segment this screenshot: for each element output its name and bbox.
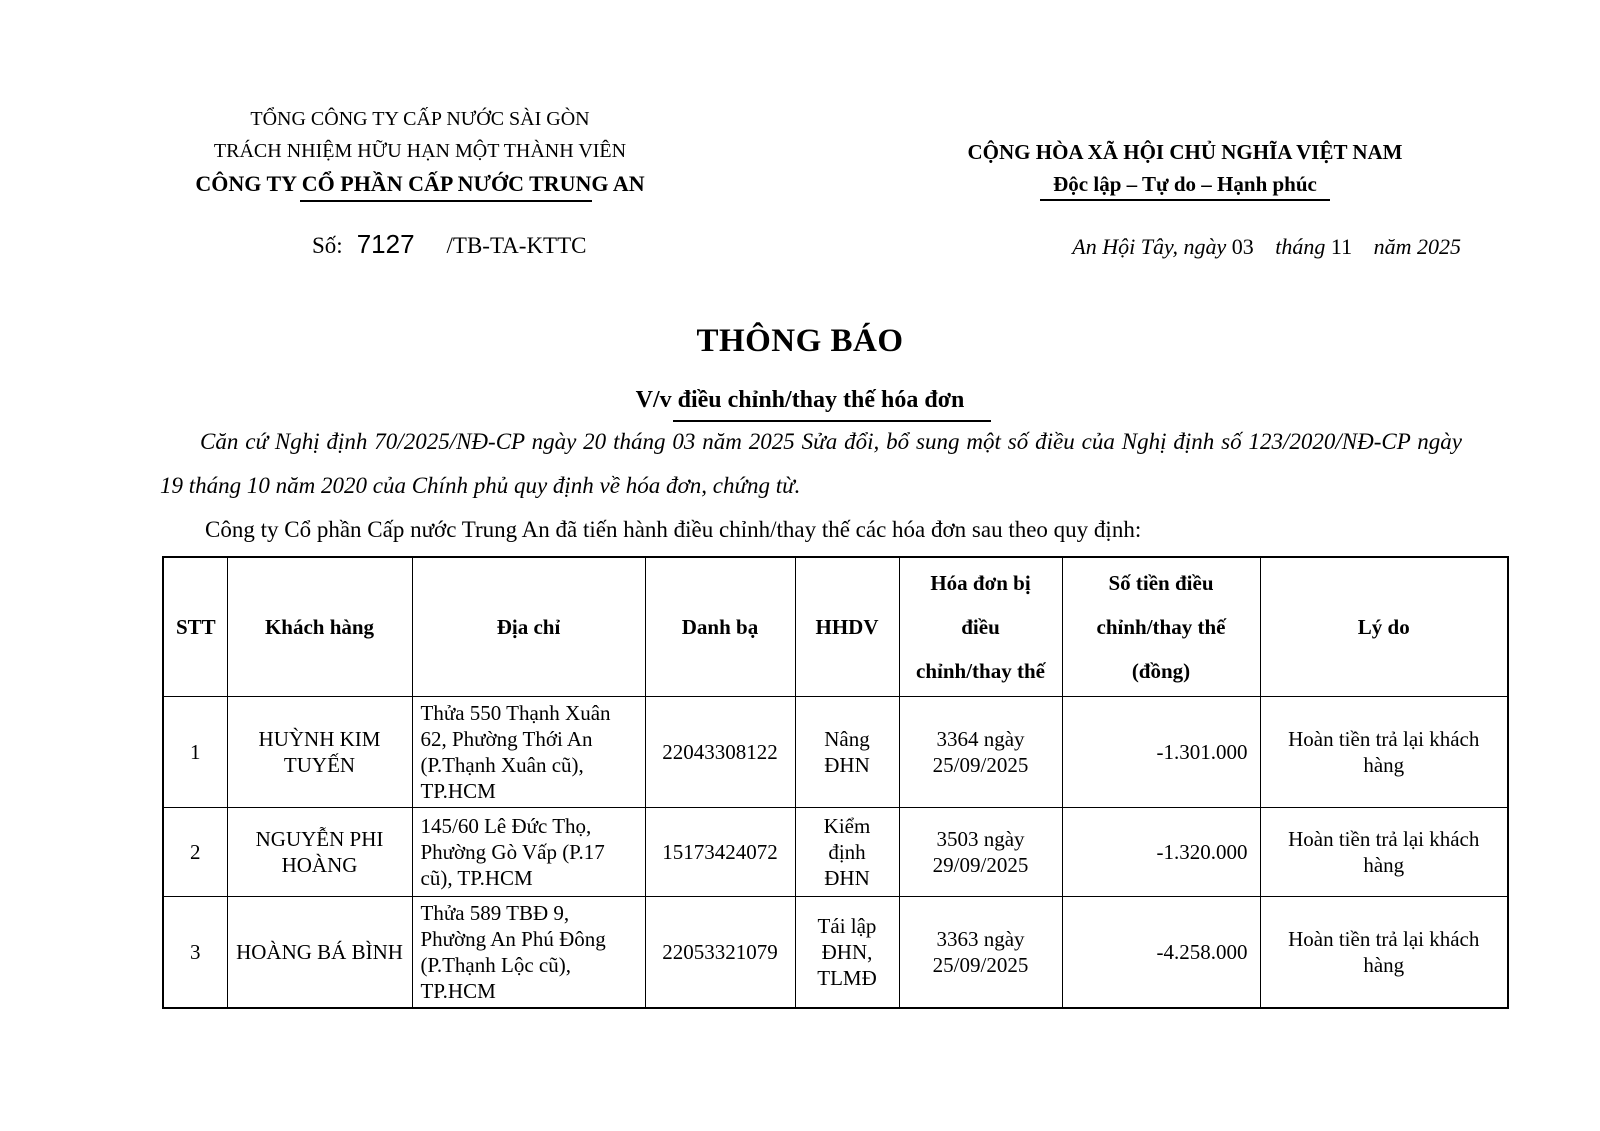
cell-so-tien: -4.258.000 — [1062, 897, 1260, 1009]
document-title: THÔNG BÁO — [696, 323, 904, 359]
cell-ly-do: Hoàn tiền trả lại khách hàng — [1260, 697, 1508, 808]
table-header-row — [163, 557, 1508, 697]
action-paragraph: Công ty Cổ phần Cấp nước Trung An đã tiến hành điều chỉnh/thay thế các hóa đơn sau theo quy định: — [205, 517, 1142, 542]
date-month-label: tháng — [1275, 234, 1326, 259]
cell-hoa-don: 3364 ngày 25/09/2025 — [899, 697, 1062, 808]
cell-khach-hang: HUỲNH KIM TUYẾN — [227, 697, 412, 808]
document-number-value: 7127 — [356, 229, 415, 259]
document-number-label: Số: — [312, 233, 343, 258]
date-day-value: 03 — [1231, 234, 1254, 259]
cell-hoa-don: 3363 ngày 25/09/2025 — [899, 897, 1062, 1009]
company-name: CÔNG TY CỔ PHẦN CẤP NƯỚC TRUNG AN — [160, 167, 680, 201]
column-header-ly-do: Lý do — [1260, 557, 1508, 697]
cell-so-tien: -1.301.000 — [1062, 697, 1260, 808]
body-text — [160, 420, 1462, 552]
cell-stt: 2 — [163, 808, 227, 897]
cell-hhdv: Kiểm định ĐHN — [795, 808, 899, 897]
invoice-adjustment-table — [162, 556, 1509, 1009]
document-number-line — [312, 229, 587, 260]
national-header-block — [905, 136, 1465, 260]
cell-dia-chi: Thửa 589 TBĐ 9, Phường An Phú Đông (P.Thạnh Lộc cũ), TP.HCM — [412, 897, 645, 1009]
cell-dia-chi: Thửa 550 Thạnh Xuân 62, Phường Thới An (P.Thạnh Xuân cũ), TP.HCM — [412, 697, 645, 808]
column-header-hhdv: HHDV — [795, 557, 899, 697]
table-row — [163, 808, 1508, 897]
cell-hhdv: Nâng ĐHN — [795, 697, 899, 808]
cell-stt: 3 — [163, 897, 227, 1009]
column-header-stt: STT — [163, 557, 227, 697]
column-header-so-tien: Số tiền điều chỉnh/thay thế (đồng) — [1062, 557, 1260, 697]
cell-hhdv: Tái lập ĐHN, TLMĐ — [795, 897, 899, 1009]
parent-company-name: TỔNG CÔNG TY CẤP NƯỚC SÀI GÒN — [250, 108, 590, 130]
column-header-dia-chi: Địa chỉ — [412, 557, 645, 697]
national-title: CỘNG HÒA XÃ HỘI CHỦ NGHĨA VIỆT NAM — [967, 140, 1403, 164]
column-header-danh-ba: Danh bạ — [645, 557, 795, 697]
cell-so-tien: -1.320.000 — [1062, 808, 1260, 897]
date-place: An Hội Tây, ngày — [1072, 234, 1227, 259]
company-type-line: TRÁCH NHIỆM HỮU HẠN MỘT THÀNH VIÊN — [213, 140, 627, 162]
cell-ly-do: Hoàn tiền trả lại khách hàng — [1260, 897, 1508, 1009]
cell-khach-hang: HOÀNG BÁ BÌNH — [227, 897, 412, 1009]
cell-danh-ba: 15173424072 — [645, 808, 795, 897]
date-year-label: năm 2025 — [1373, 234, 1461, 259]
cell-stt: 1 — [163, 697, 227, 808]
cell-danh-ba: 22043308122 — [645, 697, 795, 808]
cell-ly-do: Hoàn tiền trả lại khách hàng — [1260, 808, 1508, 897]
national-motto: Độc lập – Tự do – Hạnh phúc — [905, 168, 1465, 201]
cell-hoa-don: 3503 ngày 29/09/2025 — [899, 808, 1062, 897]
table-row — [163, 897, 1508, 1009]
place-date-line — [905, 234, 1465, 260]
document-subtitle: V/v điều chỉnh/thay thế hóa đơn — [636, 384, 965, 416]
cell-danh-ba: 22053321079 — [645, 897, 795, 1009]
document-number-suffix: /TB-TA-KTTC — [446, 233, 587, 258]
legal-basis-paragraph: Căn cứ Nghị định 70/2025/NĐ-CP ngày 20 tháng 03 năm 2025 Sửa đổi, bổ sung một số điều của Nghị định số 123/2020/NĐ-CP ngày 19 tháng 10 năm 2020 của Chính phủ quy định về hóa đơn, chứng từ. — [160, 429, 1462, 498]
cell-dia-chi: 145/60 Lê Đức Thọ, Phường Gò Vấp (P.17 cũ), TP.HCM — [412, 808, 645, 897]
org-header-block — [160, 103, 680, 201]
column-header-hoa-don: Hóa đơn bị điều chỉnh/thay thế — [899, 557, 1062, 697]
table-row — [163, 697, 1508, 808]
title-block — [0, 321, 1600, 416]
cell-khach-hang: NGUYỄN PHI HOÀNG — [227, 808, 412, 897]
column-header-khach-hang: Khách hàng — [227, 557, 412, 697]
date-month-value: 11 — [1330, 234, 1353, 259]
